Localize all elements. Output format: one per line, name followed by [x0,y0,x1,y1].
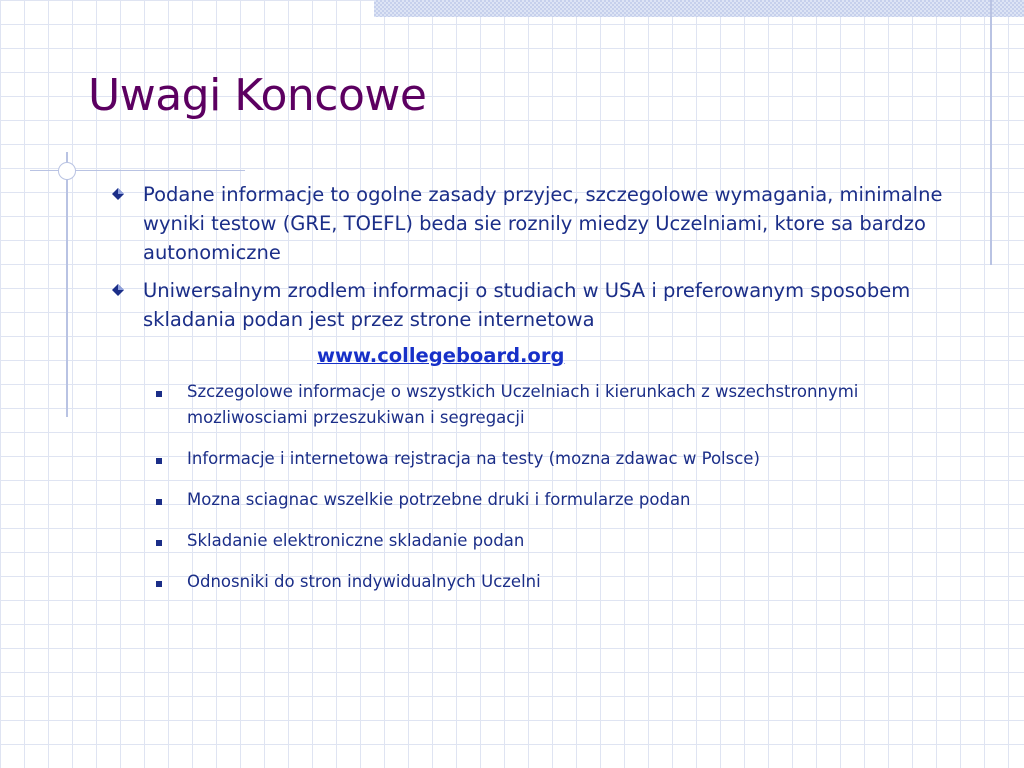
square-bullet-icon [156,391,162,397]
square-bullet-icon [156,581,162,587]
top-decorative-band [374,0,1024,17]
bullet-text: Uniwersalnym zrodlem informacji o studiach w USA i preferowanym sposobem skladania podan jest przez strone internetowa [143,279,911,331]
right-decorative-rule [990,0,992,265]
square-bullet-icon [156,499,162,505]
left-decorative-rule [66,152,68,417]
circle-ornament-icon [58,162,76,180]
diamond-bullet-icon [112,188,124,200]
sub-bullet-text: Odnosniki do stron indywidualnych Uczelni [187,572,541,591]
sub-bullet-text: Mozna sciagnac wszelkie potrzebne druki i formularze podan [187,490,691,509]
sub-bullet-item [110,379,980,431]
sub-bullet-item [110,487,980,513]
slide-content [110,180,980,610]
sub-bullet-text: Informacje i internetowa rejstracja na testy (mozna zdawac w Polsce) [187,449,760,468]
slide-title: Uwagi Koncowe [88,70,427,121]
sub-bullet-text: Skladanie elektroniczne skladanie podan [187,531,525,550]
bullet-text: Podane informacje to ogolne zasady przyjec, szczegolowe wymagania, minimalne wyniki testow (GRE, TOEFL) beda sie roznily miedzy Uczelniami, ktore sa bardzo autonomiczne [143,183,943,264]
sub-bullet-text: Szczegolowe informacje o wszystkich Uczelniach i kierunkach z wszechstronnymi mozliwosciami przeszukiwan i segregacji [187,382,859,427]
square-bullet-icon [156,458,162,464]
sub-bullet-item [110,528,980,554]
sub-bullet-item [110,569,980,595]
diamond-bullet-icon [112,284,124,296]
link-line [317,341,980,371]
sub-bullet-item [110,446,980,472]
bullet-item [110,276,980,334]
bullet-item [110,180,980,267]
collegeboard-link[interactable]: www.collegeboard.org [317,344,565,367]
square-bullet-icon [156,540,162,546]
